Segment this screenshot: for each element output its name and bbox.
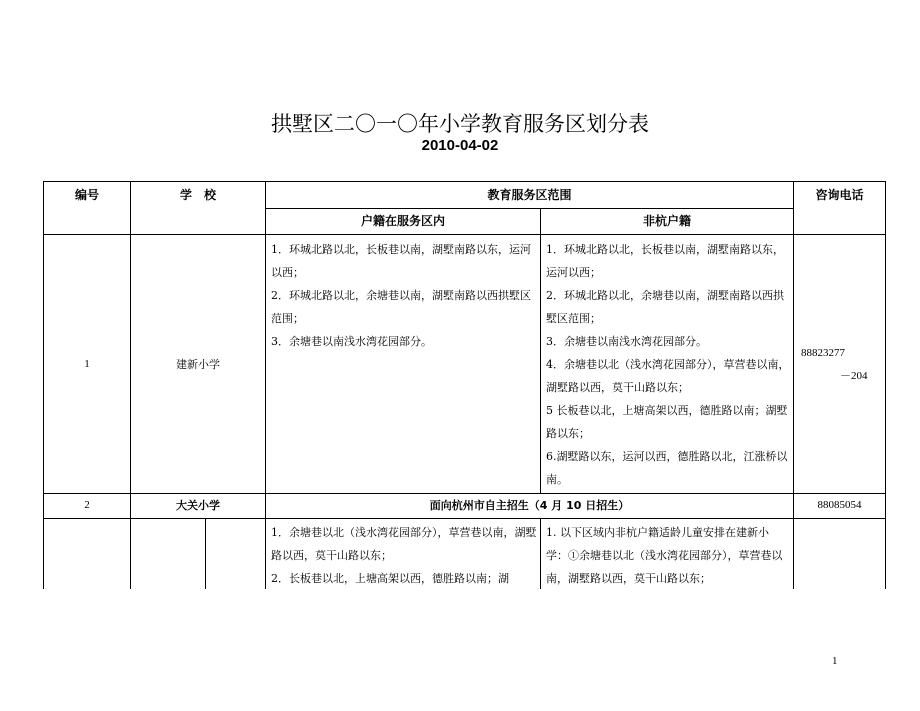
- header-nonlocal: 非杭户籍: [642, 214, 691, 228]
- header-bottom-line: [43, 234, 886, 235]
- row1-phone: 88823277: [801, 347, 845, 359]
- row3-nonlocal-range: [546, 521, 790, 589]
- list-item: 1．环城北路以北，长板巷以南，湖墅南路以东，运河以西；: [271, 243, 531, 279]
- col-line-1: [130, 181, 131, 589]
- row2-no: 2: [84, 499, 90, 511]
- header-phone: 咨询电话: [815, 188, 864, 202]
- list-item: 1. 以下区域内非杭户籍适龄儿童安排在建新小学：①余塘巷以北（浅水湾花园部分），草营巷以南，湖墅路以西，莫干山路以东；: [546, 526, 783, 585]
- list-item: 2．环城北路以北，余塘巷以南，湖墅南路以西拱墅区范围；: [546, 289, 784, 325]
- table-border-right: [885, 181, 886, 589]
- list-item: 1．环城北路以北，长板巷以南，湖墅南路以东，运河以西；: [546, 243, 784, 279]
- header-school: 学 校: [179, 188, 216, 202]
- page-number: 1: [832, 655, 838, 667]
- subheader-line: [265, 208, 793, 209]
- col-line-3-top: [540, 208, 541, 493]
- list-item: 3．余塘巷以南浅水湾花园部分。: [546, 335, 707, 348]
- list-item: 3．余塘巷以南浅水湾花园部分。: [271, 335, 432, 348]
- header-range: 教育服务区范围: [487, 188, 572, 202]
- row2-range: 面向杭州市自主招生（4 月 10 日招生）: [429, 499, 630, 512]
- row2-school: 大关小学: [176, 499, 220, 512]
- col-line-2: [265, 181, 266, 589]
- col-line-4: [793, 181, 794, 589]
- list-item: 2．长板巷以北，上塘高架以西，德胜路以南；湖: [271, 572, 509, 585]
- row2-bottom-line: [43, 518, 886, 519]
- header-local: 户籍在服务区内: [360, 214, 445, 228]
- table-border-top: [43, 181, 886, 182]
- page-title: 拱墅区二〇一〇年小学教育服务区划分表: [271, 112, 649, 136]
- col-line-3-bottom: [540, 518, 541, 589]
- row1-nonlocal-range: [546, 238, 790, 491]
- row1-local-range: [271, 238, 537, 353]
- table-border-left: [43, 181, 44, 589]
- row2-phone: 88085054: [817, 499, 862, 511]
- list-item: 2．环城北路以北，余塘巷以南，湖墅南路以西拱墅区范围；: [271, 289, 531, 325]
- row1-no: 1: [84, 358, 90, 370]
- list-item: 4．余塘巷以北（浅水湾花园部分），草营巷以南，湖墅路以西，莫干山路以东；: [546, 358, 790, 394]
- document-date: 2010-04-02: [421, 137, 499, 154]
- header-no: 编号: [74, 188, 99, 202]
- row1-phone-ext: －204: [840, 370, 868, 382]
- row3-local-range: [271, 521, 537, 589]
- row1-school: 建新小学: [176, 358, 220, 371]
- col-line-extra: [205, 518, 206, 589]
- list-item: 1．余塘巷以北（浅水湾花园部分），草营巷以南，湖墅路以西，莫干山路以东；: [271, 526, 537, 562]
- list-item: 5 长板巷以北，上塘高架以西，德胜路以南；湖墅路以东；: [546, 404, 788, 440]
- list-item: 6.湖墅路以东，运河以西，德胜路以北，江涨桥以南。: [546, 450, 788, 486]
